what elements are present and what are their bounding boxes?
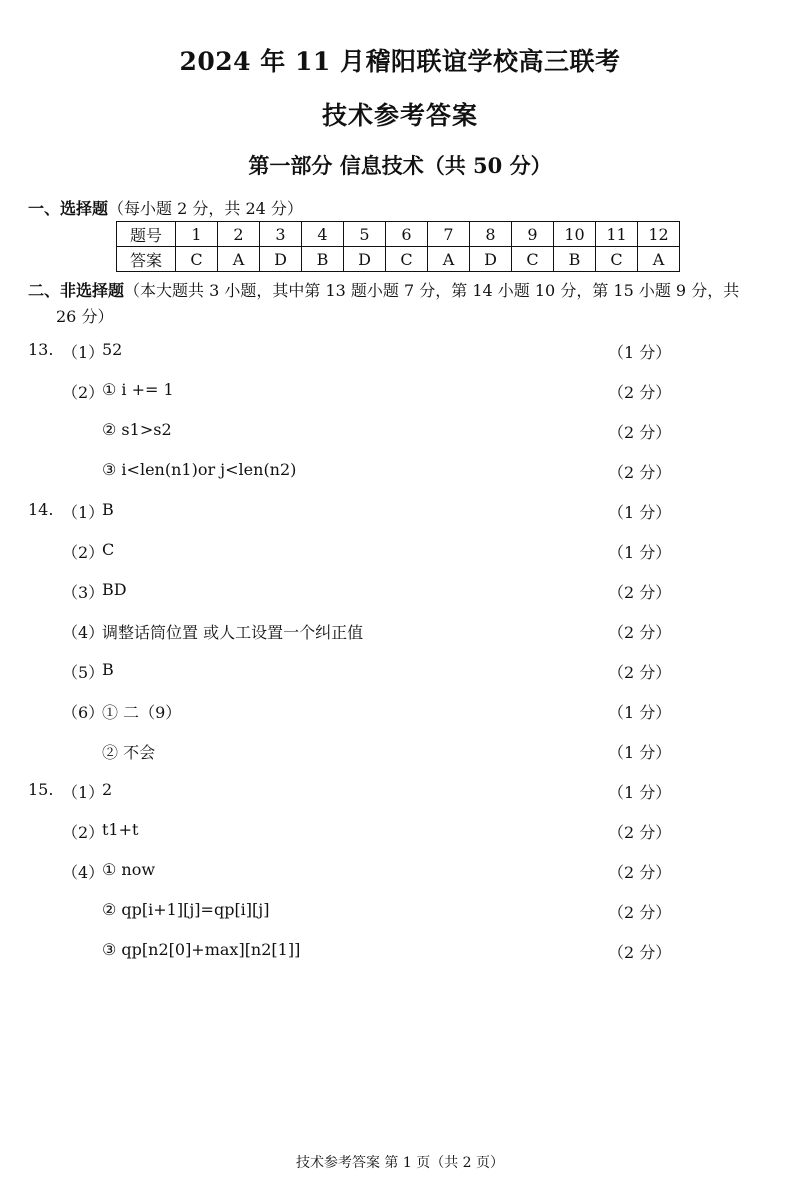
score: （2 分） xyxy=(608,943,672,962)
section1-note: （每小题 2 分，共 24 分） xyxy=(108,199,303,218)
list-item xyxy=(0,740,800,766)
table-cell: A xyxy=(428,247,470,272)
sub-question-label: （2） xyxy=(62,543,105,562)
sub-question-label: （3） xyxy=(62,583,105,602)
table-cell: 5 xyxy=(344,222,386,247)
sub-question-label: （1） xyxy=(62,343,105,362)
list-item xyxy=(0,700,800,726)
page-footer: 技术参考答案 第 1 页（共 2 页） xyxy=(295,1155,505,1171)
table-cell: 8 xyxy=(470,222,512,247)
table-cell: 7 xyxy=(428,222,470,247)
table-cell: D xyxy=(470,247,512,272)
answer-text: ② s1>s2 xyxy=(102,420,172,439)
sub-question-label: （4） xyxy=(62,863,105,882)
list-item xyxy=(0,820,800,846)
answer-text: ② 不会 xyxy=(102,743,156,762)
score: （1 分） xyxy=(608,783,672,802)
score: （2 分） xyxy=(608,463,672,482)
table-cell: B xyxy=(554,247,596,272)
score: （2 分） xyxy=(608,623,672,642)
table-cell: B xyxy=(302,247,344,272)
table-row-answers xyxy=(117,247,680,272)
table-cell: A xyxy=(638,247,680,272)
table-cell: 1 xyxy=(176,222,218,247)
sub-question-label: （6） xyxy=(62,703,105,722)
list-item xyxy=(0,340,800,366)
answer-text: 2 xyxy=(102,780,113,799)
answer-text: ① 二（9） xyxy=(102,703,182,722)
table-row-label: 答案 xyxy=(117,247,176,272)
score: （1 分） xyxy=(608,543,672,562)
score: （1 分） xyxy=(608,343,672,362)
score: （2 分） xyxy=(608,663,672,682)
section2-note-line2: 26 分） xyxy=(56,307,114,326)
table-cell: D xyxy=(344,247,386,272)
section2-heading xyxy=(28,278,780,330)
table-cell: 2 xyxy=(218,222,260,247)
question-number: 14. xyxy=(28,500,54,519)
section1-heading xyxy=(28,196,303,219)
score: （1 分） xyxy=(608,703,672,722)
answer-text: 调整话筒位置 或人工设置一个纠正值 xyxy=(102,623,364,642)
sub-question-label: （2） xyxy=(62,823,105,842)
table-cell: C xyxy=(512,247,554,272)
list-item xyxy=(0,420,800,446)
question-number: 15. xyxy=(28,780,54,799)
answer-text: B xyxy=(102,660,114,679)
sub-question-label: （1） xyxy=(62,783,105,802)
answer-text: ③ qp[n2[0]+max][n2[1]] xyxy=(102,940,301,959)
table-cell: 10 xyxy=(554,222,596,247)
list-item xyxy=(0,900,800,926)
table-cell: D xyxy=(260,247,302,272)
sub-question-label: （2） xyxy=(62,383,105,402)
table-cell: 6 xyxy=(386,222,428,247)
answer-text: ① now xyxy=(102,860,156,879)
sub-question-label: （1） xyxy=(62,503,105,522)
answer-text: C xyxy=(102,540,115,559)
sub-question-label: （5） xyxy=(62,663,105,682)
score: （1 分） xyxy=(608,743,672,762)
answer-text: ② qp[i+1][j]=qp[i][j] xyxy=(102,900,270,919)
list-item xyxy=(0,500,800,526)
table-cell: C xyxy=(176,247,218,272)
list-item xyxy=(0,860,800,886)
answer-text: 52 xyxy=(102,340,123,359)
score: （2 分） xyxy=(608,903,672,922)
table-cell: A xyxy=(218,247,260,272)
table-cell: 9 xyxy=(512,222,554,247)
question-number: 13. xyxy=(28,340,54,359)
page-title: 2024 年 11 月稽阳联谊学校高三联考 xyxy=(179,47,621,76)
section2-note-line1: （本大题共 3 小题，其中第 13 题小题 7 分，第 14 小题 10 分，第 15 小题 9 分，共 xyxy=(124,281,740,300)
table-cell: 11 xyxy=(596,222,638,247)
table-row-label: 题号 xyxy=(117,222,176,247)
score: （2 分） xyxy=(608,583,672,602)
answer-text: ① i += 1 xyxy=(102,380,174,399)
section2-title: 二、非选择题 xyxy=(28,281,125,300)
answer-text: t1+t xyxy=(102,820,139,839)
list-item xyxy=(0,460,800,486)
table-cell: 4 xyxy=(302,222,344,247)
score: （2 分） xyxy=(608,383,672,402)
choice-answer-table xyxy=(116,221,680,272)
page-subtitle: 技术参考答案 xyxy=(321,101,478,130)
list-item xyxy=(0,620,800,646)
list-item xyxy=(0,580,800,606)
list-item xyxy=(0,380,800,406)
table-cell: 12 xyxy=(638,222,680,247)
table-row-numbers xyxy=(117,222,680,247)
list-item xyxy=(0,780,800,806)
answer-text: BD xyxy=(102,580,127,599)
score: （1 分） xyxy=(608,503,672,522)
score: （2 分） xyxy=(608,863,672,882)
answer-text: B xyxy=(102,500,114,519)
section1-title: 一、选择题 xyxy=(28,199,109,218)
list-item xyxy=(0,940,800,966)
table-cell: 3 xyxy=(260,222,302,247)
answer-text: ③ i<len(n1)or j<len(n2) xyxy=(102,460,297,479)
table-cell: C xyxy=(596,247,638,272)
part-heading: 第一部分 信息技术（共 50 分） xyxy=(248,153,552,178)
score: （2 分） xyxy=(608,423,672,442)
score: （2 分） xyxy=(608,823,672,842)
list-item xyxy=(0,540,800,566)
table-cell: C xyxy=(386,247,428,272)
sub-question-label: （4） xyxy=(62,623,105,642)
list-item xyxy=(0,660,800,686)
